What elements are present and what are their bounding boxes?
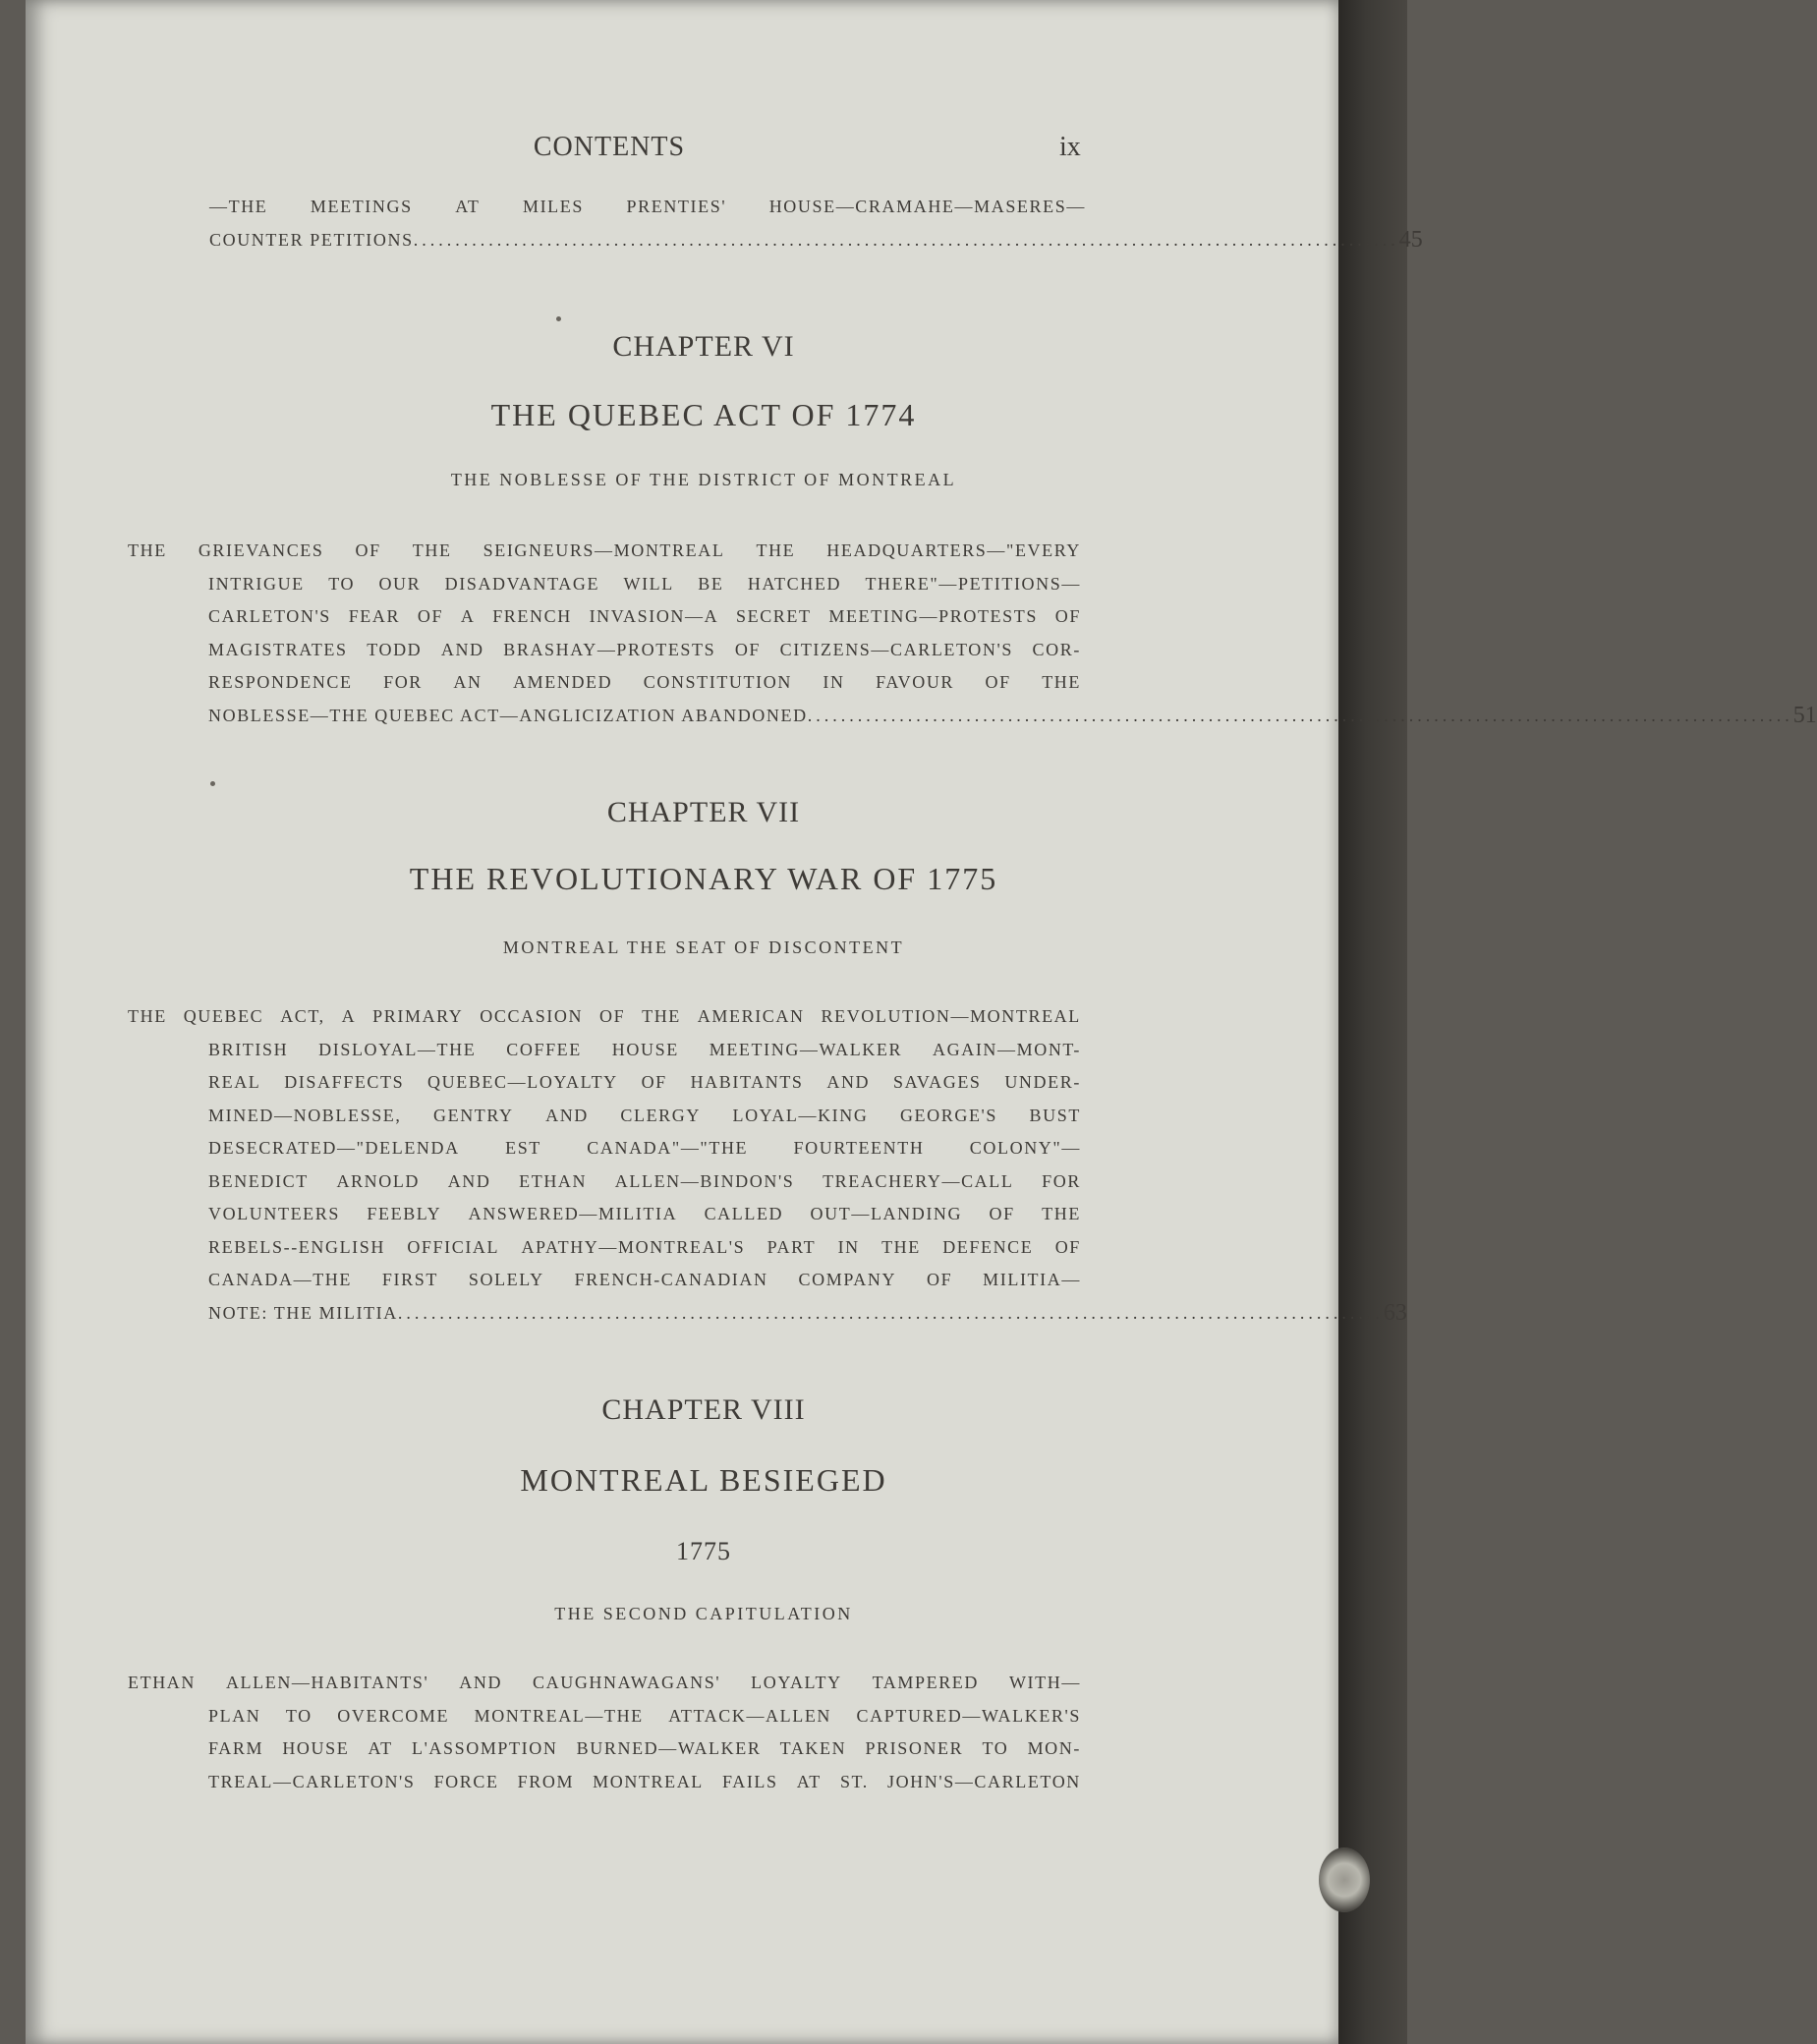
toc-word: OF — [1054, 606, 1081, 626]
toc-line — [128, 568, 1081, 601]
toc-word: CAUGHNAWAGANS' — [533, 1673, 721, 1692]
toc-word: OF — [927, 1270, 953, 1289]
toc-word: FOR — [1042, 1170, 1081, 1191]
toc-word: A — [460, 606, 476, 626]
toc-line — [128, 1100, 1081, 1133]
toc-word: DISADVANTAGE — [444, 573, 600, 594]
toc-word: VOLUNTEERS — [208, 1204, 340, 1223]
toc-word: ANSWERED—MILITIA — [468, 1204, 678, 1223]
toc-word: THE — [881, 1236, 921, 1257]
toc-word: MAGISTRATES — [208, 639, 348, 659]
toc-word: EST — [505, 1138, 541, 1158]
toc-word: OF — [985, 672, 1011, 692]
toc-word: CARLETON'S — [208, 606, 331, 626]
toc-line — [128, 1732, 1081, 1766]
toc-word: REVOLUTION—MONTREAL — [821, 1006, 1081, 1026]
toc-line — [128, 634, 1081, 667]
toc-word: LOYAL—KING — [732, 1105, 869, 1125]
toc-line-last — [209, 224, 1423, 257]
toc-word: THE — [1042, 1204, 1081, 1223]
toc-word: FAVOUR — [876, 672, 955, 692]
toc-word: PLAN — [208, 1705, 261, 1726]
toc-word: ATTACK—ALLEN — [668, 1705, 832, 1726]
toc-word: THE — [642, 1006, 681, 1026]
toc-page-ref: 63 — [1383, 1299, 1407, 1326]
toc-word: HABITANTS — [690, 1072, 804, 1092]
toc-word: OUT—LANDING — [810, 1204, 963, 1223]
toc-word: A — [341, 1006, 357, 1026]
toc-word: TREACHERY—CALL — [823, 1170, 1014, 1191]
toc-word: ALLEN—BINDON'S — [614, 1170, 795, 1191]
toc-word: SECRET — [736, 606, 812, 626]
toc-line — [128, 666, 1081, 700]
toc-word: OF — [355, 540, 381, 560]
toc-line — [128, 535, 1081, 568]
toc-word: ETHAN — [128, 1673, 196, 1692]
toc-word: FAILS — [721, 1771, 778, 1791]
running-header — [0, 132, 1407, 171]
toc-word: AND — [459, 1673, 503, 1692]
toc-word: FRENCH — [492, 606, 572, 626]
toc-line — [128, 1198, 1081, 1231]
toc-word: SEIGNEURS—MONTREAL — [483, 540, 725, 560]
toc-entry — [128, 1667, 1081, 1798]
leader-dots: ...................................................................................................................... — [413, 229, 1399, 250]
toc-word: MON- — [1027, 1738, 1081, 1758]
toc-word: THE — [1042, 672, 1081, 692]
toc-word: QUEBEC — [183, 1006, 264, 1026]
toc-word: UNDER- — [1004, 1072, 1081, 1092]
toc-word: OF — [641, 1072, 667, 1092]
toc-word: DISAFFECTS — [284, 1072, 405, 1092]
toc-line-last — [128, 700, 1817, 733]
toc-word: FOURTEENTH — [793, 1138, 925, 1158]
toc-word: ALLEN—HABITANTS' — [225, 1673, 429, 1692]
toc-line — [128, 1066, 1081, 1100]
toc-word: WILL — [623, 573, 674, 594]
toc-word: OF — [599, 1006, 626, 1026]
toc-word: FRENCH-CANADIAN — [574, 1270, 768, 1289]
toc-word: FEAR — [348, 606, 401, 626]
toc-word: PART — [767, 1236, 817, 1257]
toc-word: IN — [837, 1236, 860, 1257]
page-edge-shadow — [1338, 0, 1407, 2044]
toc-word: APATHY—MONTREAL'S — [521, 1236, 746, 1257]
toc-word: HOUSE — [282, 1738, 350, 1758]
toc-entry-continued — [209, 191, 1423, 256]
toc-word: GRIEVANCES — [198, 540, 324, 560]
toc-line — [128, 1034, 1081, 1067]
toc-word: HOUSE—CRAMAHE—MASERES— — [768, 197, 1086, 216]
toc-word: THE — [756, 540, 796, 560]
chapter-label: CHAPTER VI — [612, 330, 795, 363]
toc-word: CANADA—THE — [208, 1270, 352, 1289]
toc-word: AND — [545, 1105, 589, 1125]
toc-word: FROM — [517, 1771, 575, 1791]
toc-line — [128, 1132, 1081, 1165]
toc-word: OVERCOME — [337, 1705, 450, 1726]
toc-word: TODD — [367, 639, 423, 659]
toc-line — [128, 1667, 1081, 1700]
toc-word: PRISONER — [865, 1738, 964, 1758]
toc-word: INVASION—A — [589, 606, 719, 626]
toc-entry — [128, 1000, 1407, 1330]
toc-line — [128, 1700, 1081, 1733]
toc-word: REAL — [208, 1072, 261, 1092]
toc-line — [128, 1766, 1081, 1799]
chapter-label: CHAPTER VIII — [601, 1393, 806, 1426]
toc-word: JOHN'S—CARLETON — [886, 1771, 1081, 1791]
toc-word: FORCE — [433, 1771, 499, 1791]
toc-word: MEETINGS — [310, 197, 413, 216]
toc-word: PRIMARY — [372, 1006, 464, 1026]
chapter-title: THE REVOLUTIONARY WAR OF 1775 — [409, 861, 998, 896]
toc-word: ACT, — [280, 1006, 325, 1026]
chapter-subtitle: THE NOBLESSE OF THE DISTRICT OF MONTREAL — [450, 470, 957, 489]
toc-word: FIRST — [381, 1270, 438, 1289]
toc-word: QUEBEC—LOYALTY — [427, 1072, 618, 1092]
chapter-subtitle: MONTREAL THE SEAT OF DISCONTENT — [502, 937, 905, 957]
toc-word: DISLOYAL—THE — [318, 1039, 477, 1059]
chapter-label: CHAPTER VII — [606, 796, 801, 828]
toc-word: GEORGE'S — [899, 1105, 998, 1125]
toc-word: HOUSE — [611, 1039, 679, 1059]
toc-word: AT — [796, 1771, 822, 1791]
toc-word: AT — [455, 197, 481, 216]
toc-word: CALLED — [704, 1204, 784, 1223]
toc-word: AGAIN—MONT- — [933, 1039, 1081, 1059]
toc-word: GENTRY — [433, 1105, 514, 1125]
toc-word: AN — [453, 672, 483, 692]
toc-line-text: NOTE: THE MILITIA — [208, 1302, 398, 1323]
ink-speck — [556, 316, 561, 321]
toc-word: DEFENCE — [942, 1236, 1034, 1257]
toc-line — [128, 1231, 1081, 1265]
toc-word: THE — [128, 1006, 167, 1026]
toc-word: OF — [417, 606, 444, 626]
toc-word: INTRIGUE — [208, 573, 305, 594]
toc-word: HEADQUARTERS—"EVERY — [826, 540, 1081, 560]
toc-word: DESECRATED—"DELENDA — [208, 1138, 460, 1158]
toc-word: THERE"—PETITIONS— — [865, 573, 1081, 594]
toc-word: BURNED—WALKER — [576, 1738, 762, 1758]
toc-word: FARM — [208, 1738, 264, 1758]
toc-word: CLERGY — [620, 1105, 701, 1125]
toc-word: AND — [826, 1072, 871, 1092]
toc-word: HATCHED — [747, 573, 842, 594]
toc-word: TAMPERED — [872, 1673, 980, 1692]
toc-word: TAKEN — [779, 1738, 847, 1758]
toc-word: AMERICAN — [697, 1006, 805, 1026]
toc-word: TO — [328, 573, 356, 594]
toc-line-text: COUNTER PETITIONS — [209, 229, 414, 250]
toc-word: COLONY"— — [969, 1138, 1081, 1158]
toc-word: MEETING—PROTESTS — [828, 606, 1038, 626]
page-stain — [1319, 1847, 1370, 1912]
toc-line-last — [128, 1297, 1407, 1331]
toc-word: MONTREAL—THE — [474, 1705, 644, 1726]
toc-word: ETHAN — [519, 1170, 588, 1191]
toc-line — [209, 191, 1086, 224]
toc-word: TREAL—CARLETON'S — [208, 1771, 416, 1791]
toc-word: COR- — [1032, 639, 1081, 659]
toc-word: BE — [698, 573, 724, 594]
toc-word: RESPONDENCE — [208, 672, 353, 692]
leader-dots: ...................................................................................................................... — [807, 705, 1793, 725]
toc-word: IN — [823, 672, 845, 692]
toc-word: MINED—NOBLESSE, — [208, 1105, 402, 1125]
toc-word: FOR — [383, 672, 423, 692]
toc-line — [128, 1000, 1081, 1034]
toc-word: ARNOLD — [336, 1170, 421, 1191]
toc-word: MILITIA— — [983, 1270, 1081, 1289]
toc-page-ref: 45 — [1398, 226, 1423, 253]
page-number: ix — [1059, 132, 1081, 162]
toc-word: BUST — [1029, 1105, 1081, 1125]
toc-word: L'ASSOMPTION — [411, 1738, 558, 1758]
toc-line — [128, 1264, 1081, 1297]
toc-line — [128, 600, 1081, 634]
toc-word: AMENDED — [513, 672, 613, 692]
toc-line — [128, 1165, 1081, 1199]
chapter-title: THE QUEBEC ACT OF 1774 — [490, 397, 917, 432]
toc-word: BENEDICT — [208, 1170, 309, 1191]
toc-word: AND — [447, 1170, 491, 1191]
toc-word: AT — [368, 1738, 393, 1758]
toc-page-ref: 51 — [1792, 702, 1817, 728]
running-header-title: CONTENTS — [533, 132, 686, 162]
toc-word: AND — [440, 639, 484, 659]
toc-word: REBELS--ENGLISH — [208, 1236, 385, 1257]
toc-entry — [128, 535, 1817, 732]
toc-word: CAPTURED—WALKER'S — [856, 1705, 1081, 1726]
toc-word: THE — [128, 540, 167, 560]
chapter-year: 1775 — [676, 1537, 731, 1565]
toc-word: THE — [412, 540, 452, 560]
toc-word: MEETING—WALKER — [709, 1039, 903, 1059]
toc-word: CONSTITUTION — [643, 672, 792, 692]
ink-speck — [210, 781, 215, 786]
toc-word: COFFEE — [506, 1039, 582, 1059]
toc-word: CITIZENS—CARLETON'S — [779, 639, 1013, 659]
toc-word: FEEBLY — [367, 1204, 442, 1223]
toc-word: OCCASION — [480, 1006, 584, 1026]
toc-word: LOYALTY — [751, 1673, 842, 1692]
toc-word: TO — [285, 1705, 312, 1726]
leader-dots: ...................................................................................................................... — [397, 1302, 1384, 1323]
toc-word: OF — [1054, 1236, 1081, 1257]
toc-word: MILES — [522, 197, 584, 216]
toc-word: OF — [989, 1204, 1015, 1223]
toc-word: WITH— — [1008, 1673, 1081, 1692]
toc-word: —THE — [209, 197, 268, 216]
toc-word: OF — [734, 639, 762, 659]
toc-word: MONTREAL — [593, 1771, 704, 1791]
toc-word: OUR — [378, 573, 422, 594]
toc-word: PRENTIES' — [626, 197, 727, 216]
toc-word: BRITISH — [208, 1039, 289, 1059]
chapter-title: MONTREAL BESIEGED — [520, 1462, 887, 1498]
toc-word: COMPANY — [798, 1270, 897, 1289]
toc-word: OFFICIAL — [407, 1236, 500, 1257]
chapter-subtitle: THE SECOND CAPITULATION — [554, 1604, 853, 1623]
toc-line-text: NOBLESSE—THE QUEBEC ACT—ANGLICIZATION ABANDONED — [208, 705, 808, 725]
toc-word: SOLELY — [468, 1270, 544, 1289]
toc-word: SAVAGES — [892, 1072, 982, 1092]
toc-word: ST. — [839, 1771, 869, 1791]
toc-word: BRASHAY—PROTESTS — [503, 639, 716, 659]
toc-word: CANADA"—"THE — [587, 1138, 749, 1158]
toc-word: TO — [982, 1738, 1009, 1758]
